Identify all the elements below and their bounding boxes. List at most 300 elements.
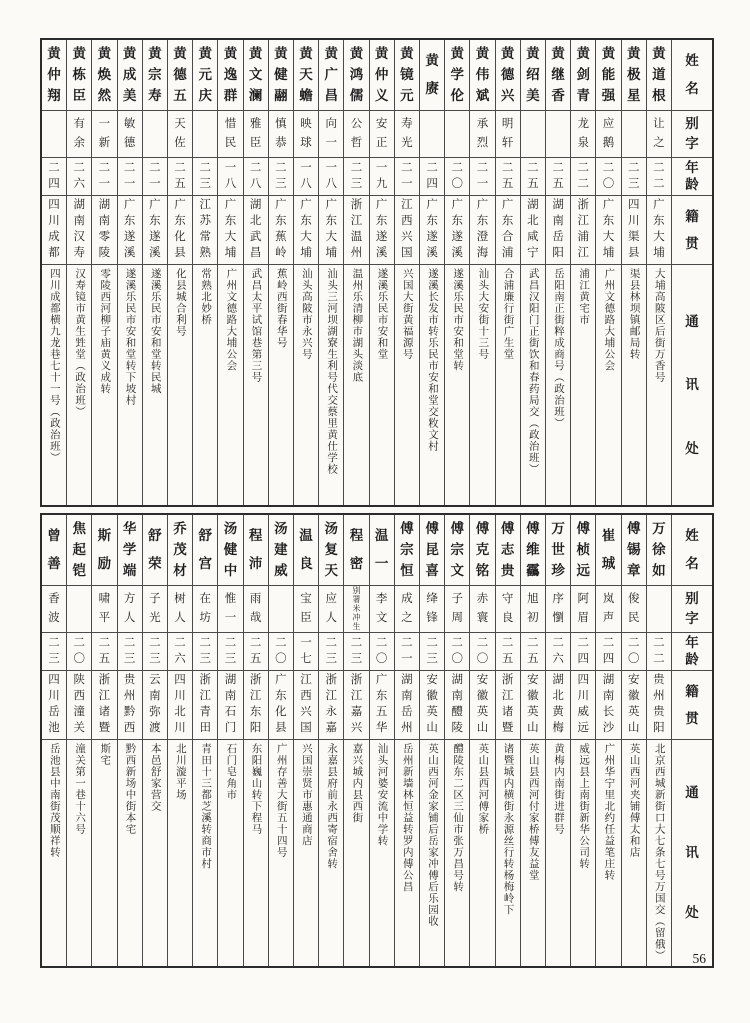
header-address: 通 讯 处	[685, 785, 699, 921]
age-cell: 二 一	[143, 158, 167, 196]
age-cell: 二 〇	[370, 633, 394, 671]
entry-column	[217, 515, 242, 966]
entry-column	[469, 40, 494, 505]
header-column	[671, 515, 712, 966]
address-cell: 大埔高陂区后街万香号	[653, 268, 665, 383]
name-cell: 焦 起 铠	[67, 515, 91, 586]
entry-column	[646, 515, 671, 966]
entry-column	[520, 515, 545, 966]
native-cell: 江 苏 常 熟	[193, 196, 217, 265]
native-cell: 广 东 大 埔	[319, 196, 343, 265]
zi-cell: 安 正	[370, 111, 394, 158]
entry-column	[495, 40, 520, 505]
zi-cell: 应 人	[319, 586, 343, 633]
age-cell: 二 六	[168, 633, 192, 671]
age-cell: 二 三	[193, 633, 217, 671]
zi-cell: 树 人	[168, 586, 192, 633]
address-cell: 英山县西河付家桥傅友益堂	[527, 743, 539, 881]
zi-cell: 成 之	[395, 586, 419, 633]
entry-column	[621, 40, 646, 505]
zi-cell	[647, 586, 671, 633]
zi-cell: 龙 泉	[571, 111, 595, 158]
name-cell: 黄 宗 寿	[143, 40, 167, 111]
address-cell: 常熟北妙桥	[200, 268, 212, 326]
address-cell: 渠县林坝镇邮局转	[628, 268, 640, 360]
native-cell: 广 东 大 埔	[294, 196, 318, 265]
entry-column	[419, 40, 444, 505]
name-cell: 万 世 珍	[546, 515, 570, 586]
name-cell: 黄 仲 义	[370, 40, 394, 111]
zi-cell: 俊 民	[622, 586, 646, 633]
entry-column	[217, 40, 242, 505]
name-cell: 黄 剑 青	[571, 40, 595, 111]
address-cell: 英山西河金家铺后岳家冲傅后乐园收	[426, 743, 438, 927]
entry-column	[142, 515, 167, 966]
address-cell: 武昌太平试馆巷第三号	[250, 268, 262, 383]
address-cell: 兴国崇贤市惠通商店	[300, 743, 312, 847]
name-cell: 黄 德 五	[168, 40, 192, 111]
name-cell: 傅 锡 章	[622, 515, 646, 586]
age-cell: 二 四	[596, 633, 620, 671]
age-cell: 一 七	[294, 633, 318, 671]
age-cell: 二 四	[42, 158, 66, 196]
address-cell: 醴陵东二区三仙市张万昌号转	[452, 743, 464, 893]
name-cell: 曾 善	[42, 515, 66, 586]
name-cell: 黄 伟 斌	[470, 40, 494, 111]
entry-column	[545, 515, 570, 966]
age-cell: 一 八	[319, 158, 343, 196]
entry-column	[570, 515, 595, 966]
entry-column	[243, 515, 268, 966]
age-cell: 二 五	[92, 633, 116, 671]
header-zi: 别 字	[672, 111, 712, 158]
name-cell: 黄 镜 元	[395, 40, 419, 111]
zi-cell: 守 良	[496, 586, 520, 633]
zi-cell: 宝 臣	[294, 586, 318, 633]
age-cell: 二 三	[319, 633, 343, 671]
zi-cell: 应 鹅	[596, 111, 620, 158]
page-number: 56	[692, 951, 706, 966]
directory-table-bottom	[40, 513, 714, 968]
entry-column	[293, 40, 318, 505]
name-cell: 黄 逸 群	[218, 40, 242, 111]
native-cell: 湖 北 武 昌	[244, 196, 268, 265]
entry-column	[192, 515, 217, 966]
address-cell: 广州文德路大埔公会	[603, 268, 615, 372]
address-cell: 东阳巍山转下程马	[250, 743, 262, 835]
entry-column	[595, 40, 620, 505]
native-cell: 广 东 大 埔	[647, 196, 671, 265]
zi-cell: 让 之	[647, 111, 671, 158]
name-cell: 傅 宗 文	[445, 515, 469, 586]
age-cell: 二 二	[647, 633, 671, 671]
native-cell: 浙 江 温 州	[344, 196, 368, 265]
zi-cell	[42, 111, 66, 158]
age-cell: 一 九	[370, 158, 394, 196]
age-cell: 二 四	[571, 633, 595, 671]
address-cell: 黔西新场中街本宅	[124, 743, 136, 835]
name-cell: 程 密	[344, 515, 368, 586]
native-cell: 云 南 弥 渡	[143, 671, 167, 740]
native-cell: 湖 南 石 门	[218, 671, 242, 740]
native-cell: 湖 南 长 沙	[596, 671, 620, 740]
native-cell: 湖 南 岳 阳	[546, 196, 570, 265]
entry-column	[268, 515, 293, 966]
address-cell: 兴国大街黄福源号	[401, 268, 413, 360]
name-cell: 傅 桢 远	[571, 515, 595, 586]
zi-cell: 寿 光	[395, 111, 419, 158]
age-cell: 二 五	[244, 633, 268, 671]
zi-cell: 赤 寰	[470, 586, 494, 633]
age-cell: 二 五	[521, 633, 545, 671]
name-cell: 黄 元 庆	[193, 40, 217, 111]
address-cell: 石门皂角市	[225, 743, 237, 801]
entry-column	[318, 515, 343, 966]
native-cell: 江 西 兴 国	[395, 196, 419, 265]
entry-column	[520, 40, 545, 505]
native-cell: 贵 州 黔 西	[118, 671, 142, 740]
age-cell: 二 六	[67, 158, 91, 196]
zi-cell: 天 佐	[168, 111, 192, 158]
name-cell: 汤 健 中	[218, 515, 242, 586]
entry-column	[318, 40, 343, 505]
entry-column	[268, 40, 293, 505]
entry-column	[394, 40, 419, 505]
address-cell: 诸暨城内横街永源丝行转杨梅岭下	[502, 743, 514, 916]
address-cell: 斯宅	[99, 743, 111, 766]
header-address: 通 讯 处	[685, 313, 699, 456]
zi-cell: 绛 锋	[420, 586, 444, 633]
native-cell: 广 东 大 埔	[596, 196, 620, 265]
native-cell: 湖 北 咸 宁	[521, 196, 545, 265]
address-cell: 岳阳南正街粹成商号（政治班）	[552, 268, 564, 429]
header-column	[671, 40, 712, 505]
address-cell: 永嘉县府前永西寄宿舍转	[326, 743, 338, 870]
name-cell: 万 徐 如	[647, 515, 671, 586]
name-cell: 黄 成 美	[118, 40, 142, 111]
header-name: 姓 名	[672, 515, 712, 586]
name-cell: 黄 学 伦	[445, 40, 469, 111]
address-cell: 遂溪乐民市安和堂转下坡村	[124, 268, 136, 406]
native-cell: 广 东 五 华	[370, 671, 394, 740]
zi-cell	[445, 111, 469, 158]
header-age: 年 龄	[672, 633, 712, 671]
zi-cell: 公 哲	[344, 111, 368, 158]
address-cell: 化县城合利号	[174, 268, 186, 337]
entry-column	[117, 515, 142, 966]
entry-column	[419, 515, 444, 966]
entry-column	[42, 40, 66, 505]
age-cell: 二 五	[546, 158, 570, 196]
native-cell: 湖 北 黄 梅	[546, 671, 570, 740]
zi-cell	[193, 111, 217, 158]
name-cell: 黄 极 星	[622, 40, 646, 111]
native-cell: 广 东 化 县	[269, 671, 293, 740]
zi-cell: 雅 臣	[244, 111, 268, 158]
address-cell: 广州华宁里北约任益笔庄转	[603, 743, 615, 881]
zi-cell: 惟 一	[218, 586, 242, 633]
native-cell: 广 东 遂 溪	[143, 196, 167, 265]
address-cell: 广州存善大街五十四号	[275, 743, 287, 858]
name-cell: 华 学 端	[118, 515, 142, 586]
age-cell: 二 二	[647, 158, 671, 196]
age-cell: 二 〇	[445, 158, 469, 196]
age-cell: 二 五	[521, 158, 545, 196]
name-cell: 黄 天 蟾	[294, 40, 318, 111]
native-cell: 安 徽 英 山	[521, 671, 545, 740]
name-cell: 黄 鸿 儒	[344, 40, 368, 111]
age-cell: 二 三	[420, 633, 444, 671]
age-cell: 二 三	[143, 633, 167, 671]
header-native: 籍 贯	[672, 671, 712, 740]
age-cell: 二 三	[42, 633, 66, 671]
address-cell: 遂溪乐民市安和堂转民城	[149, 268, 161, 395]
native-cell: 广 东 化 县	[168, 196, 192, 265]
address-cell: 英山县西河傅家桥	[477, 743, 489, 835]
zi-cell: 雨 哉	[244, 586, 268, 633]
zi-cell: 啸 平	[92, 586, 116, 633]
entry-column	[646, 40, 671, 505]
native-cell: 陕 西 潼 关	[67, 671, 91, 740]
directory-tables	[40, 38, 714, 968]
age-cell: 二 三	[193, 158, 217, 196]
entry-column	[444, 515, 469, 966]
native-cell: 四 川 成 都	[42, 196, 66, 265]
zi-cell: 映 球	[294, 111, 318, 158]
native-cell: 四 川 威 远	[571, 671, 595, 740]
address-cell: 青田十三都芝溪转商市村	[200, 743, 212, 870]
native-cell: 广 东 遂 溪	[118, 196, 142, 265]
address-cell: 汕头三河坝湖寮生利号代交蔡里黄仕学校	[326, 268, 338, 475]
entry-column	[42, 515, 66, 966]
native-cell: 湖 南 零 陵	[92, 196, 116, 265]
native-cell: 浙 江 浦 江	[571, 196, 595, 265]
age-cell: 二 六	[546, 633, 570, 671]
age-cell: 二 一	[118, 158, 142, 196]
native-cell: 浙 江 永 嘉	[319, 671, 343, 740]
native-cell: 湖 南 岳 州	[395, 671, 419, 740]
name-cell: 傅 克 铭	[470, 515, 494, 586]
address-cell: 汉寿镜市黄生甡堂（政治班）	[74, 268, 86, 418]
address-cell: 本邑舒家营交	[149, 743, 161, 812]
age-cell: 二 〇	[622, 633, 646, 671]
name-cell: 傅 志 贵	[496, 515, 520, 586]
native-cell: 浙 江 诸 暨	[92, 671, 116, 740]
age-cell: 二 五	[496, 633, 520, 671]
native-cell: 广 东 大 埔	[218, 196, 242, 265]
age-cell: 一 八	[218, 158, 242, 196]
age-cell: 二 三	[344, 633, 368, 671]
entry-column	[167, 40, 192, 505]
native-cell: 浙 江 东 阳	[244, 671, 268, 740]
name-cell: 崔 珹	[596, 515, 620, 586]
zi-cell: 别 署 米 冲 生	[344, 586, 368, 633]
age-cell: 二 〇	[67, 633, 91, 671]
age-cell: 二 〇	[470, 633, 494, 671]
age-cell: 二 〇	[269, 633, 293, 671]
native-cell: 广 东 合 浦	[496, 196, 520, 265]
address-cell: 四川成都横九龙巷七十一号（政治班）	[48, 268, 60, 464]
name-cell: 程 沛	[244, 515, 268, 586]
address-cell: 广州文德路大埔公会	[225, 268, 237, 372]
zi-cell: 有 余	[67, 111, 91, 158]
age-cell: 二 一	[92, 158, 116, 196]
address-cell: 汕头大安街十三号	[477, 268, 489, 360]
name-cell: 汤 复 天	[319, 515, 343, 586]
zi-cell: 明 轩	[496, 111, 520, 158]
native-cell: 广 东 遂 溪	[420, 196, 444, 265]
age-cell: 二 二	[571, 158, 595, 196]
name-cell: 汤 建 威	[269, 515, 293, 586]
name-cell: 黄 继 香	[546, 40, 570, 111]
header-zi: 别 字	[672, 586, 712, 633]
name-cell: 舒 荣	[143, 515, 167, 586]
native-cell: 湖 南 汉 寿	[67, 196, 91, 265]
zi-cell: 一 新	[92, 111, 116, 158]
name-cell: 黄 德 兴	[496, 40, 520, 111]
address-cell: 汕头高陂市永兴号	[300, 268, 312, 360]
entry-column	[91, 40, 116, 505]
zi-cell	[521, 111, 545, 158]
entry-column	[343, 40, 368, 505]
name-cell: 傅 昆 喜	[420, 515, 444, 586]
age-cell: 一 八	[294, 158, 318, 196]
entry-column	[66, 515, 91, 966]
entry-column	[444, 40, 469, 505]
name-cell: 乔 茂 材	[168, 515, 192, 586]
name-cell: 舒 宫	[193, 515, 217, 586]
age-cell: 二 五	[496, 158, 520, 196]
zi-cell: 旭 初	[521, 586, 545, 633]
zi-cell: 承 烈	[470, 111, 494, 158]
address-cell: 北京西城新街口大七条七号万国交（留俄）	[653, 743, 665, 962]
entry-column	[192, 40, 217, 505]
zi-cell: 子 周	[445, 586, 469, 633]
native-cell: 广 东 澄 海	[470, 196, 494, 265]
age-cell: 二 一	[470, 158, 494, 196]
age-cell: 二 一	[395, 158, 419, 196]
native-cell: 广 东 遂 溪	[445, 196, 469, 265]
native-cell: 浙 江 青 田	[193, 671, 217, 740]
entry-column	[469, 515, 494, 966]
native-cell: 四 川 岳 池	[42, 671, 66, 740]
header-age: 年 龄	[672, 158, 712, 196]
native-cell: 浙 江 诸 暨	[496, 671, 520, 740]
age-cell: 二 三	[269, 158, 293, 196]
address-cell: 嘉兴城内县西街	[351, 743, 363, 824]
native-cell: 浙 江 嘉 兴	[344, 671, 368, 740]
entry-column	[621, 515, 646, 966]
entry-column	[394, 515, 419, 966]
address-cell: 武昌汉阳门正街饮和春药局交（政治班）	[527, 268, 539, 475]
address-cell: 蕉岭西街春华号	[275, 268, 287, 349]
entry-column	[66, 40, 91, 505]
name-cell: 温 良	[294, 515, 318, 586]
entry-column	[91, 515, 116, 966]
age-cell: 二 三	[344, 158, 368, 196]
zi-cell: 慎 恭	[269, 111, 293, 158]
age-cell: 二 〇	[596, 158, 620, 196]
age-cell: 二 八	[244, 158, 268, 196]
zi-cell: 香 波	[42, 586, 66, 633]
address-cell: 零陵西河柳子庙黄义成转	[99, 268, 111, 395]
native-cell: 广 东 遂 溪	[370, 196, 394, 265]
zi-cell	[420, 111, 444, 158]
address-cell: 英山西河夹铺傅太和店	[628, 743, 640, 858]
native-cell: 广 东 蕉 岭	[269, 196, 293, 265]
name-cell: 傅 宗 恒	[395, 515, 419, 586]
entry-column	[369, 515, 394, 966]
address-cell: 汕头河婆安流中学转	[376, 743, 388, 847]
entry-column	[343, 515, 368, 966]
age-cell: 二 三	[622, 158, 646, 196]
entry-column	[167, 515, 192, 966]
native-cell: 安 徽 英 山	[622, 671, 646, 740]
zi-cell: 序 懰	[546, 586, 570, 633]
age-cell: 二 三	[118, 633, 142, 671]
address-cell: 遂溪乐民市安和堂	[376, 268, 388, 360]
native-cell: 湖 南 醴 陵	[445, 671, 469, 740]
address-cell: 温州乐清柳市湖头淡底	[351, 268, 363, 383]
address-cell: 威远县上南街新华公司转	[578, 743, 590, 870]
zi-cell: 子 光	[143, 586, 167, 633]
name-cell: 黄 道 根	[647, 40, 671, 111]
age-cell: 二 一	[395, 633, 419, 671]
header-native: 籍 贯	[672, 196, 712, 265]
directory-table-top	[40, 38, 714, 507]
zi-cell: 向 一	[319, 111, 343, 158]
native-cell: 江 西 兴 国	[294, 671, 318, 740]
zi-cell	[67, 586, 91, 633]
address-cell: 岳池县中南街茂顺祥转	[48, 743, 60, 858]
age-cell: 二 〇	[445, 633, 469, 671]
entry-column	[142, 40, 167, 505]
address-cell: 黄梅内南街进群号	[552, 743, 564, 835]
entry-column	[545, 40, 570, 505]
zi-cell	[143, 111, 167, 158]
zi-cell: 敏 德	[118, 111, 142, 158]
age-cell: 二 五	[168, 158, 192, 196]
address-cell: 遂溪长发市转乐民市安和堂交敉文村	[426, 268, 438, 452]
entry-column	[293, 515, 318, 966]
name-cell: 斯 励	[92, 515, 116, 586]
native-cell: 安 徽 英 山	[420, 671, 444, 740]
name-cell: 黄 栋 臣	[67, 40, 91, 111]
zi-cell	[269, 586, 293, 633]
age-cell: 二 四	[420, 158, 444, 196]
zi-cell	[622, 111, 646, 158]
name-cell: 黄 赓	[420, 40, 444, 111]
header-name: 姓 名	[672, 40, 712, 111]
zi-cell: 惜 民	[218, 111, 242, 158]
address-cell: 浦江黄宅市	[578, 268, 590, 326]
native-cell: 四 川 渠 县	[622, 196, 646, 265]
name-cell: 黄 焕 然	[92, 40, 116, 111]
address-cell: 潼关第一巷十六号	[74, 743, 86, 835]
name-cell: 傅 维 靏	[521, 515, 545, 586]
zi-cell: 岚 声	[596, 586, 620, 633]
native-cell: 贵 州 贵 阳	[647, 671, 671, 740]
zi-cell	[546, 111, 570, 158]
name-cell: 黄 文 澜	[244, 40, 268, 111]
name-cell: 黄 健 翮	[269, 40, 293, 111]
zi-cell: 李 文	[370, 586, 394, 633]
name-cell: 黄 能 强	[596, 40, 620, 111]
entry-column	[117, 40, 142, 505]
native-cell: 四 川 北 川	[168, 671, 192, 740]
address-cell: 北川漩平场	[174, 743, 186, 801]
address-cell: 合浦廉行街广生堂	[502, 268, 514, 360]
